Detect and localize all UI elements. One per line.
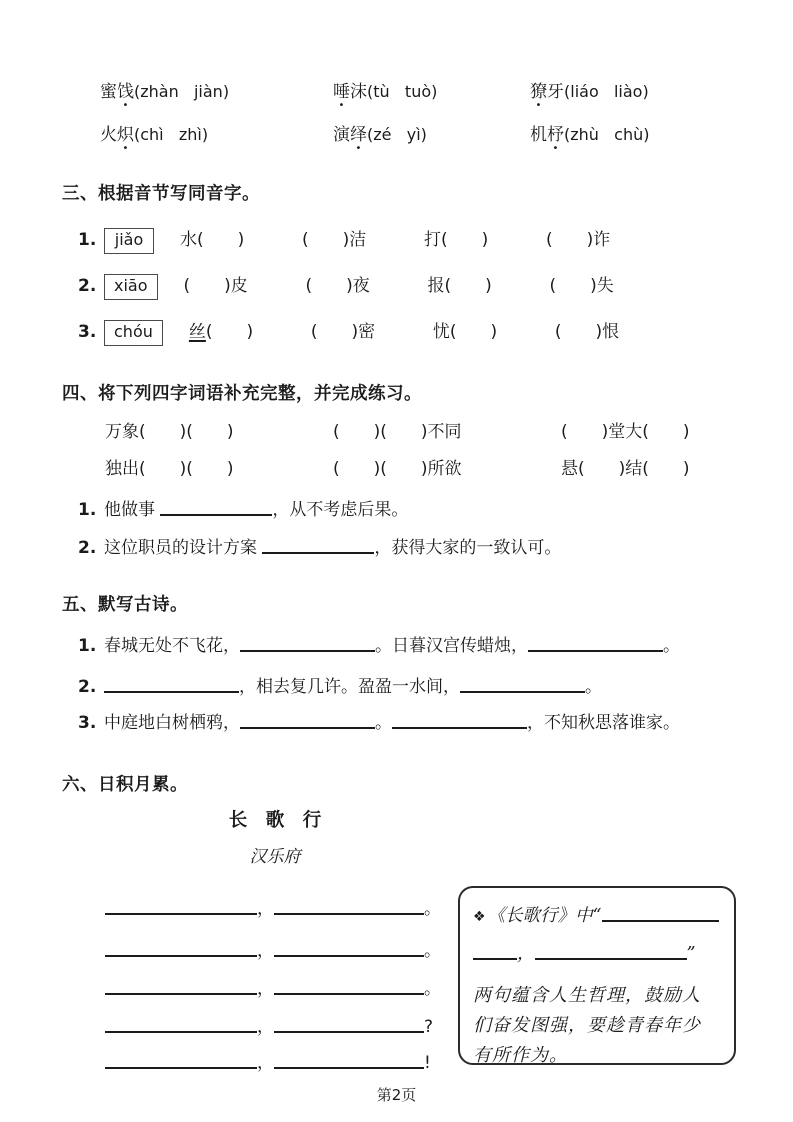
pinyin-word-jizhu	[530, 127, 650, 144]
sentence-text: ，从不考虑后果。	[272, 500, 409, 521]
pinyin-options: (zé yì)	[367, 125, 427, 144]
pinyin-word-huochi	[100, 127, 208, 144]
cell-text: 水( )	[180, 230, 245, 250]
poem-text: 。	[585, 677, 602, 698]
line-number: 3.	[78, 713, 97, 734]
comma: ，	[257, 941, 274, 962]
note-comma: ，	[517, 944, 535, 965]
homophone-cell	[433, 324, 529, 341]
answer-blank	[104, 677, 239, 693]
homophone-cell	[302, 232, 398, 249]
dotted-char: 獠	[530, 82, 547, 102]
poem-blank-line-1	[105, 898, 450, 918]
cell-text: 忧( )	[432, 322, 498, 342]
dotted-char: 唾	[333, 82, 350, 102]
note-lead-text: 《长歌行》中“	[487, 905, 602, 926]
idiom-cell: ( )堂大( )	[561, 422, 690, 442]
answer-blank	[240, 713, 375, 729]
answer-blank	[535, 943, 687, 960]
ornament-icon: ❖	[473, 908, 486, 925]
homophone-cell	[306, 278, 402, 295]
homophone-cell	[428, 278, 524, 295]
cell-text: ( )密	[310, 322, 376, 342]
poem-blank-line-3	[105, 978, 450, 998]
syllable-box: chóu	[104, 320, 163, 346]
idiom-cell: 悬( )结( )	[561, 459, 690, 479]
answer-blank	[528, 636, 663, 652]
cell-text: ( )皮	[183, 276, 248, 296]
answer-blank	[105, 979, 257, 995]
pinyin-word-yanyi	[333, 127, 427, 144]
dotted-char: 杼	[547, 125, 564, 145]
answer-blank	[392, 713, 527, 729]
note-line-2	[473, 942, 719, 963]
pinyin-word-liaoya	[530, 84, 649, 101]
answer-blank	[274, 899, 424, 915]
poem-text: ，不知秋思落谁家。	[527, 713, 680, 734]
comma: ，	[257, 1053, 274, 1074]
end-punctuation: 。	[424, 941, 441, 962]
sentence-text: 他做事	[104, 500, 161, 521]
poem-blank-line-2	[105, 940, 450, 960]
cell-text: ( )夜	[305, 276, 370, 296]
answer-blank	[274, 1053, 424, 1069]
word-text: 蜜	[100, 82, 117, 102]
end-punctuation: 。	[424, 899, 441, 920]
note-body-text: 两句蕴含人生哲理，鼓励人们奋发图强，要趁青春年少有所作为。	[473, 984, 701, 1066]
cell-text: ( )恨	[554, 322, 620, 342]
note-box	[458, 886, 736, 1065]
dotted-char: 饯	[117, 82, 134, 102]
cell-text: 打( )	[424, 230, 489, 250]
dotted-char: 炽	[117, 125, 134, 145]
answer-blank	[262, 538, 374, 554]
fill-sentence-2	[78, 537, 561, 557]
word-text: 演	[333, 125, 350, 145]
cell-text: ( )失	[549, 276, 614, 296]
word-text: 机	[530, 125, 547, 145]
row-number: 3.	[78, 322, 97, 342]
idiom-cell: ( )( )所欲	[333, 459, 462, 479]
cell-text: ( )	[205, 322, 254, 342]
pinyin-word-tuomo	[333, 84, 437, 101]
poem-text: 。日暮汉宫传蜡烛，	[375, 636, 528, 657]
poem-recite-line-3	[78, 712, 680, 732]
page-number: 第2页	[376, 1086, 417, 1104]
sentence-text: ，获得大家的一致认可。	[374, 538, 562, 559]
section3-title: 三、根据音节写同音字。	[62, 184, 260, 204]
cell-text: ( )诈	[546, 230, 611, 250]
poem-author: 汉乐府	[249, 847, 301, 867]
pinyin-options: (tù tuò)	[367, 82, 438, 101]
line-number: 1.	[78, 636, 97, 657]
answer-blank	[105, 1053, 257, 1069]
answer-blank	[274, 979, 424, 995]
pinyin-options: (zhàn jiàn)	[134, 82, 230, 101]
poem-blank-line-5	[105, 1052, 450, 1072]
answer-blank	[473, 943, 517, 960]
pinyin-options: (zhù chù)	[564, 125, 650, 144]
homophone-cell	[184, 278, 280, 295]
note-line-1	[473, 904, 719, 925]
idiom-cell: 独出( )( )	[105, 459, 234, 479]
end-punctuation: ?	[424, 1017, 434, 1038]
word-text: 沫	[350, 82, 367, 102]
sentence-number: 2.	[78, 538, 97, 559]
poem-text: 。	[663, 636, 680, 657]
word-text: 牙	[547, 82, 564, 102]
answer-blank	[105, 941, 257, 957]
sentence-text: 这位职员的设计方案	[104, 538, 263, 559]
poem-recite-line-2	[78, 676, 602, 696]
answer-blank	[460, 677, 585, 693]
section5-title: 五、默写古诗。	[62, 595, 188, 615]
poem-blank-line-4	[105, 1016, 450, 1036]
poem-text: ，相去复几许。盈盈一水间，	[239, 677, 460, 698]
answer-blank	[274, 941, 424, 957]
comma: ，	[257, 1017, 274, 1038]
homophone-cell	[189, 324, 285, 341]
homophone-row-3	[78, 320, 651, 346]
note-close-quote: ”	[686, 944, 696, 965]
idiom-cell: 万象( )( )	[105, 422, 234, 442]
poem-text: 春城无处不飞花，	[104, 636, 240, 657]
syllable-box: jiǎo	[104, 228, 154, 254]
answer-blank	[160, 500, 272, 516]
dotted-char: 绎	[350, 125, 367, 145]
word-text: 火	[100, 125, 117, 145]
poem-text: 。	[375, 713, 392, 734]
fill-sentence-1	[78, 499, 408, 519]
idiom-row-2	[105, 461, 690, 478]
sentence-number: 1.	[78, 500, 97, 521]
homophone-row-2	[78, 274, 646, 300]
homophone-cell	[555, 324, 651, 341]
answer-blank	[105, 1017, 257, 1033]
homophone-cell	[180, 232, 276, 249]
poem-text: 中庭地白树栖鸦，	[104, 713, 240, 734]
pinyin-options: (chì zhì)	[134, 125, 209, 144]
homophone-row-1	[78, 228, 642, 254]
cell-text: 报( )	[427, 276, 492, 296]
answer-blank	[274, 1017, 424, 1033]
end-punctuation: !	[424, 1053, 431, 1074]
section6-title: 六、日积月累。	[62, 775, 188, 795]
idiom-row-1	[105, 424, 690, 441]
homophone-cell	[546, 232, 642, 249]
pinyin-options: (liáo liào)	[564, 82, 649, 101]
homophone-cell	[424, 232, 520, 249]
end-punctuation: 。	[424, 979, 441, 1000]
row-number: 2.	[78, 276, 97, 296]
row-number: 1.	[78, 230, 97, 250]
comma: ，	[257, 979, 274, 1000]
answer-blank	[602, 905, 719, 922]
cell-text: ( )洁	[302, 230, 367, 250]
answer-blank	[240, 636, 375, 652]
homophone-cell	[550, 278, 646, 295]
homophone-cell	[311, 324, 407, 341]
underlined-char: 丝	[188, 322, 206, 342]
comma: ，	[257, 899, 274, 920]
syllable-box: xiāo	[104, 274, 158, 300]
poem-title: 长 歌 行	[228, 810, 322, 831]
section4-title: 四、将下列四字词语补充完整，并完成练习。	[62, 384, 422, 404]
poem-recite-line-1	[78, 635, 680, 655]
idiom-cell: ( )( )不同	[333, 422, 462, 442]
answer-blank	[105, 899, 257, 915]
line-number: 2.	[78, 677, 97, 698]
pinyin-word-mijian	[100, 84, 229, 101]
